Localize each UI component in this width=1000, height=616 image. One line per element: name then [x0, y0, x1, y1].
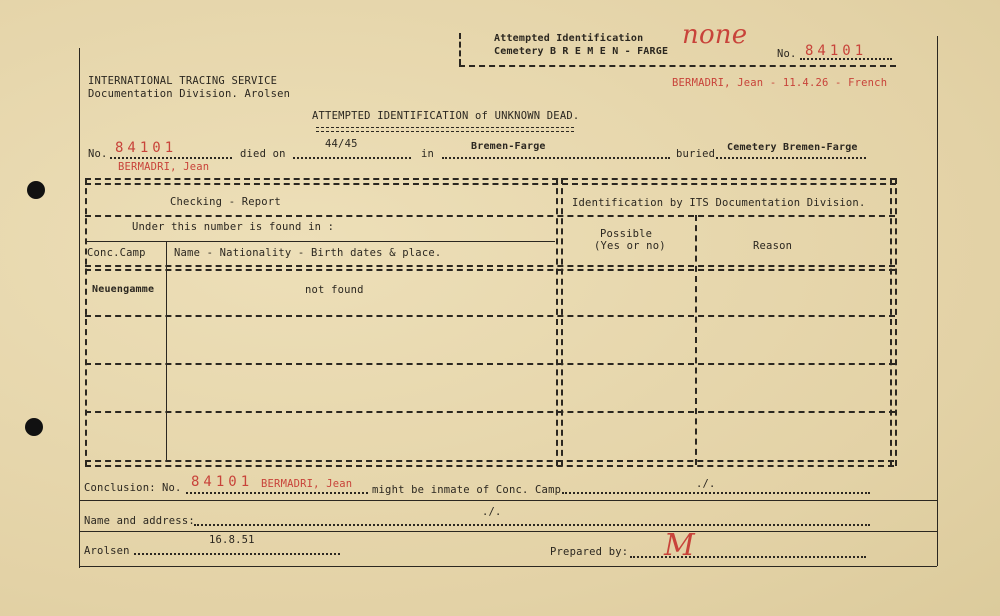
row-divider-3	[85, 411, 895, 413]
prepared-by-label: Prepared by:	[550, 546, 629, 558]
column-header-bottom	[85, 265, 895, 267]
name-address-rule	[79, 531, 937, 532]
header-divider	[85, 215, 895, 217]
org-division: Documentation Division. Arolsen	[88, 88, 291, 100]
row-divider-2	[85, 363, 895, 365]
record-no-value: 84101	[115, 140, 178, 156]
subheader-divider	[87, 241, 555, 242]
stamp-no-dots	[800, 58, 892, 60]
card-left-border	[79, 48, 80, 568]
conclusion-number: 84101	[191, 474, 254, 490]
inmate-label: might be inmate of Conc. Camp	[372, 484, 562, 496]
record-name: BERMADRI, Jean	[118, 161, 210, 173]
buried-dots	[716, 157, 866, 159]
title-underline	[316, 127, 574, 128]
camp-column-header: Conc.Camp	[87, 247, 146, 259]
conclusion-name: BERMADRI, Jean	[261, 478, 353, 490]
column-header-bottom-2	[85, 269, 895, 271]
in-dots	[442, 157, 670, 159]
record-no-dots	[110, 157, 232, 159]
name-column-header: Name - Nationality - Birth dates & place.	[174, 247, 442, 259]
org-name: INTERNATIONAL TRACING SERVICE	[88, 75, 278, 87]
row1-camp-cell: Neuengamme	[92, 284, 155, 295]
arolsen-label: Arolsen	[84, 545, 130, 557]
row-divider-1	[85, 315, 895, 317]
title-underline-2	[316, 131, 574, 132]
died-on-label: died on	[240, 148, 286, 160]
record-no-label: No.	[88, 148, 108, 160]
buried-label: buried	[676, 148, 716, 160]
in-value: Bremen-Farge	[471, 141, 546, 152]
date-value: 16.8.51	[209, 534, 255, 546]
prepared-by-initial: M	[664, 528, 695, 563]
conclusion-no-label: No.	[162, 482, 182, 494]
table-bottom-border-2	[85, 465, 894, 467]
punch-hole-top	[27, 181, 45, 199]
name-address-label: Name and address:	[84, 515, 195, 527]
stamp-box-bottom	[459, 65, 896, 67]
under-number-header: Under this number is found in :	[132, 221, 335, 233]
section-divider-2	[561, 178, 563, 466]
punch-hole-bottom	[25, 418, 43, 436]
row1-name-cell: not found	[305, 284, 364, 296]
stamp-attempted-label: Attempted Identification	[494, 33, 644, 44]
page-title: ATTEMPTED IDENTIFICATION of UNKNOWN DEAD.	[312, 110, 580, 122]
possible-header-line1: Possible	[600, 228, 653, 240]
camp-name-divider	[166, 242, 167, 462]
person-summary: BERMADRI, Jean - 11.4.26 - French	[672, 77, 888, 89]
table-top-border	[85, 178, 896, 180]
died-on-value: 44/45	[325, 138, 358, 150]
checking-report-header: Checking - Report	[170, 196, 281, 208]
stamp-cemetery-label: Cemetery B R E M E N - FARGE	[494, 46, 669, 57]
bottom-rule	[79, 566, 937, 567]
name-address-value: ./.	[482, 506, 502, 518]
table-bottom-border	[85, 460, 894, 462]
section-divider	[556, 178, 558, 466]
died-on-dots	[293, 157, 411, 159]
prepared-by-dots	[630, 556, 866, 558]
card-right-border	[937, 36, 938, 566]
table-top-border-2	[85, 183, 896, 185]
conclusion-dots	[186, 492, 368, 494]
conclusion-rule	[79, 500, 937, 501]
inmate-value: ./.	[696, 478, 716, 490]
conclusion-label: Conclusion:	[84, 482, 156, 494]
inmate-dots	[562, 492, 870, 494]
reason-header: Reason	[753, 240, 793, 252]
table-right-border-2	[895, 178, 897, 466]
date-dots	[134, 553, 340, 555]
stamp-no-value: 84101	[805, 43, 868, 59]
identification-header: Identification by ITS Documentation Division.	[572, 197, 866, 209]
table-left-border	[85, 178, 87, 466]
handwritten-none-note: none	[682, 20, 748, 50]
possible-header-line2: (Yes or no)	[594, 240, 666, 252]
stamp-box-left	[459, 33, 461, 65]
stamp-no-label: No.	[777, 48, 797, 60]
in-label: in	[421, 148, 435, 160]
name-address-dots	[194, 524, 870, 526]
buried-value: Cemetery Bremen-Farge	[727, 142, 858, 153]
table-right-border	[890, 178, 892, 466]
possible-reason-divider	[695, 215, 697, 465]
